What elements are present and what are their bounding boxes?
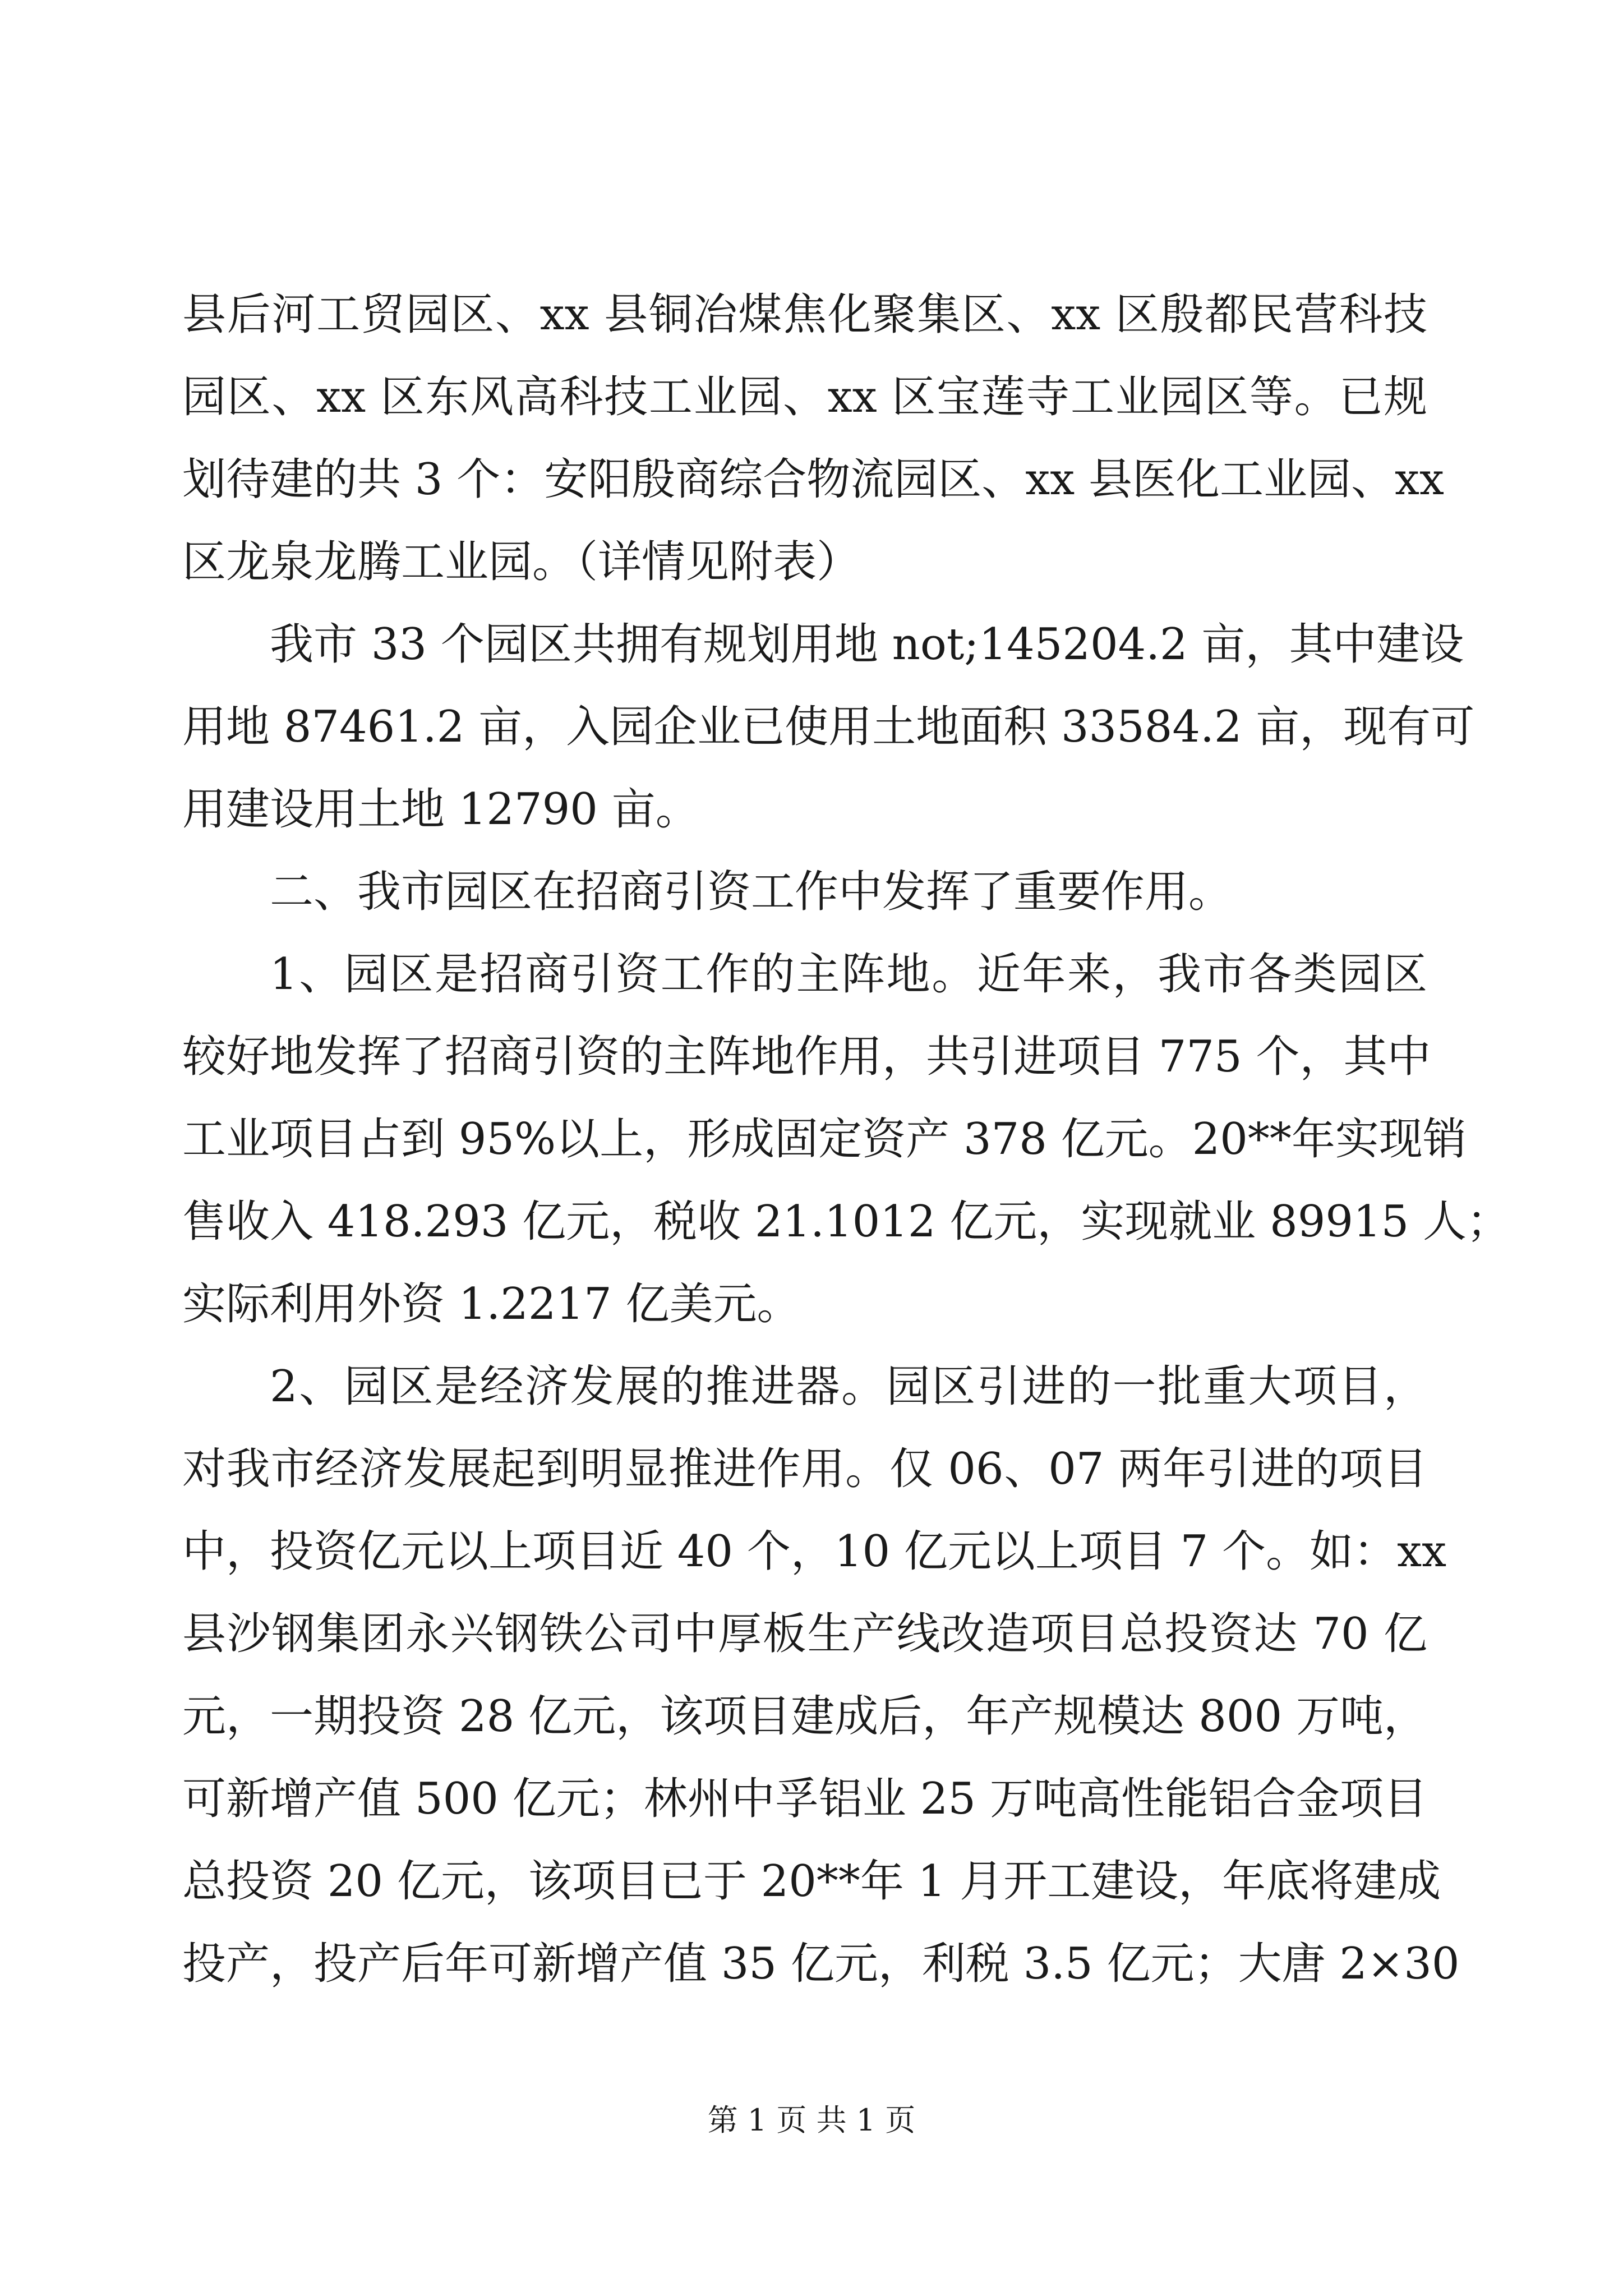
text-line: 实际利用外资 1.2217 亿美元。 [182,1279,801,1329]
page-footer [0,2101,1623,2140]
text-line: 我市 33 个园区共拥有规划用地 not;145204.2 亩，其中建设 [270,619,1464,670]
text-line: 可新增产值 500 亿元；林州中孚铝业 25 万吨高性能铝合金项目 [182,1774,1427,1824]
text-line: 县后河工贸园区、xx 县铜冶煤焦化聚集区、xx 区殷都民营科技 [182,289,1427,340]
paragraph [182,274,1444,604]
document-body [182,274,1510,2005]
text-line: 较好地发挥了招商引资的主阵地作用，共引进项目 775 个，其中 [182,1032,1431,1082]
text-line: 2、园区是经济发展的推进器。园区引进的一批重大项目， [270,1361,1427,1412]
text-line: 用地 87461.2 亩，入园企业已使用土地面积 33584.2 亩，现有可 [182,702,1475,752]
paragraph [182,604,1475,851]
text-line: 工业项目占到 95%以上，形成固定资产 378 亿元。20**年实现销 [182,1114,1467,1165]
paragraph [182,1346,1460,2005]
page-number: 第 1 页 共 1 页 [707,2102,916,2138]
section-heading [182,851,1427,933]
text-line: 1、园区是招商引资工作的主阵地。近年来，我市各类园区 [270,949,1427,1000]
text-line: 中，投资亿元以上项目近 40 个，10 亿元以上项目 7 个。如：xx [182,1526,1447,1577]
text-line: 用建设用土地 12790 亩。 [182,784,699,835]
paragraph [182,933,1510,1346]
text-line: 园区、xx 区东风高科技工业园、xx 区宝莲寺工业园区等。已规 [182,372,1427,422]
text-line: 区龙泉龙腾工业园。（详情见附表） [182,537,861,587]
text-line: 投产，投产后年可新增产值 35 亿元，利税 3.5 亿元；大唐 2×30 [182,1939,1460,1989]
text-line: 总投资 20 亿元，该项目已于 20**年 1 月开工建设，年底将建成 [182,1856,1441,1907]
text-line: 对我市经济发展起到明显推进作用。仅 06、07 两年引进的项目 [182,1444,1427,1494]
text-line: 二、我市园区在招商引资工作中发挥了重要作用。 [270,867,1233,917]
text-line: 元，一期投资 28 亿元，该项目建成后，年产规模达 800 万吨， [182,1691,1427,1742]
text-line: 售收入 418.293 亿元，税收 21.1012 亿元，实现就业 89915 人； [182,1197,1510,1247]
text-line: 划待建的共 3 个：安阳殷商综合物流园区、xx 县医化工业园、xx [182,454,1444,505]
text-line: 县沙钢集团永兴钢铁公司中厚板生产线改造项目总投资达 70 亿 [182,1609,1427,1659]
